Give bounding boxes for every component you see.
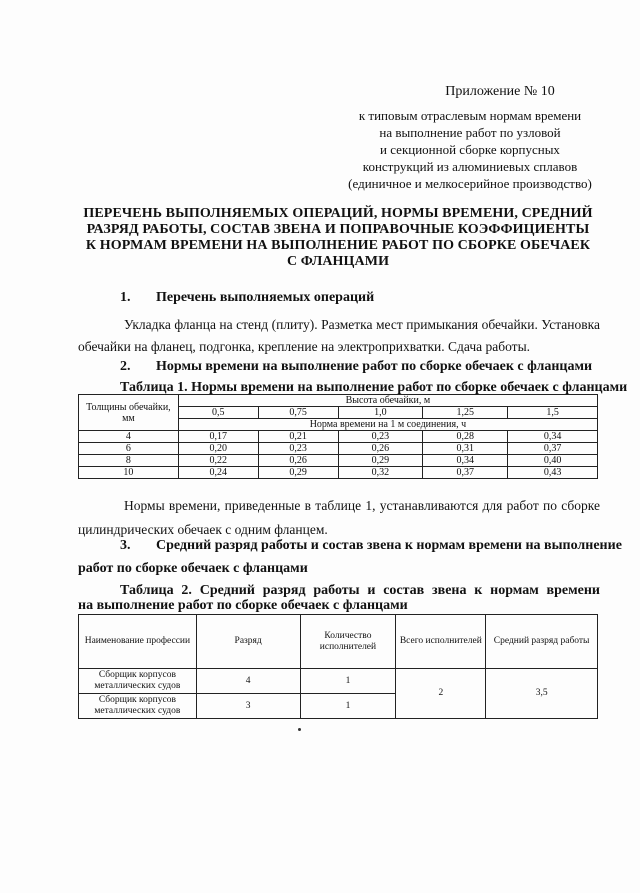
table1-thickness-header: Толщины обечайки, мм bbox=[79, 395, 179, 431]
table1-height-cell: 0,5 bbox=[178, 407, 258, 419]
table1-value-cell: 0,17 bbox=[178, 431, 258, 443]
table2-header-cell: Разряд bbox=[196, 615, 300, 669]
table1-value-cell: 0,22 bbox=[178, 455, 258, 467]
section3-title: Средний разряд работы и состав звена к нормам времени на выполнение bbox=[156, 538, 622, 553]
section3-heading bbox=[120, 538, 622, 554]
table-row bbox=[79, 455, 598, 467]
appendix-subtitle bbox=[340, 107, 600, 192]
subtitle-line: (единичное и мелкосерийное производство) bbox=[348, 176, 592, 191]
table1-value-cell: 0,37 bbox=[508, 443, 598, 455]
table1-height-header: Высота обечайки, м bbox=[178, 395, 597, 407]
table2-header-cell: Средний разряд работы bbox=[486, 615, 598, 669]
table1-header-row bbox=[79, 395, 598, 407]
table1-value-cell: 0,29 bbox=[338, 455, 423, 467]
table1-thickness-cell: 4 bbox=[79, 431, 179, 443]
section3-title-cont: работ по сборке обечаек с фланцами bbox=[78, 561, 308, 576]
table2-header-cell: Количество исполнителей bbox=[300, 615, 396, 669]
section2-title: Нормы времени на выполнение работ по сборке обечаек с фланцами bbox=[156, 359, 593, 374]
table2-count-cell: 1 bbox=[300, 694, 396, 719]
subtitle-line: конструкций из алюминиевых сплавов bbox=[362, 159, 578, 174]
table1-value-cell: 0,34 bbox=[508, 431, 598, 443]
table1-value-cell: 0,31 bbox=[423, 443, 508, 455]
table1-thickness-cell: 6 bbox=[79, 443, 179, 455]
table1-height-cell: 1,0 bbox=[338, 407, 423, 419]
section3-number: 3. bbox=[120, 538, 131, 553]
table1-value-cell: 0,24 bbox=[178, 467, 258, 479]
table1-value-cell: 0,40 bbox=[508, 455, 598, 467]
table1-value-cell: 0,20 bbox=[178, 443, 258, 455]
table1-height-cell: 1,25 bbox=[423, 407, 508, 419]
table1-value-cell: 0,37 bbox=[423, 467, 508, 479]
section1-text: Укладка фланца на стенд (плиту). Разметка мест примыкания обечайки. Установка обечайки на фланец, подгонка, крепление на электроприхватки. Сдача работы. bbox=[78, 317, 600, 354]
appendix-title: Приложение № 10 bbox=[445, 84, 555, 99]
table2-profession-cell: Сборщик корпусов металлических судов bbox=[79, 694, 197, 719]
table1-value-cell: 0,26 bbox=[258, 455, 338, 467]
table1-value-cell: 0,34 bbox=[423, 455, 508, 467]
table2-grade-cell: 4 bbox=[196, 669, 300, 694]
section2-heading bbox=[120, 359, 592, 375]
section1-title: Перечень выполняемых операций bbox=[156, 290, 375, 305]
subtitle-line: и секционной сборке корпусных bbox=[380, 142, 560, 157]
table2-header-cell: Наименование профессии bbox=[79, 615, 197, 669]
table2-total-cell: 2 bbox=[396, 669, 486, 719]
table2-count-cell: 1 bbox=[300, 669, 396, 694]
table1-value-cell: 0,23 bbox=[338, 431, 423, 443]
table1-value-cell: 0,21 bbox=[258, 431, 338, 443]
table2-caption: Таблица 2. Средний разряд работы и состав звена к нормам времени bbox=[120, 583, 600, 598]
table1-value-cell: 0,43 bbox=[508, 467, 598, 479]
title-line: ПЕРЕЧЕНЬ ВЫПОЛНЯЕМЫХ ОПЕРАЦИЙ, НОРМЫ ВРЕМЕНИ, СРЕДНИЙ bbox=[83, 206, 593, 221]
table2-avg-grade-cell: 3,5 bbox=[486, 669, 598, 719]
section1-number: 1. bbox=[120, 290, 131, 305]
table1-value-cell: 0,29 bbox=[258, 467, 338, 479]
table1-value-cell: 0,26 bbox=[338, 443, 423, 455]
table1-value-cell: 0,23 bbox=[258, 443, 338, 455]
table-row bbox=[79, 669, 598, 694]
table1-thickness-cell: 8 bbox=[79, 455, 179, 467]
scan-speck bbox=[298, 728, 301, 731]
table1-thickness-cell: 10 bbox=[79, 467, 179, 479]
table2-header-row bbox=[79, 615, 598, 669]
table-row bbox=[79, 467, 598, 479]
document-title bbox=[78, 206, 598, 270]
title-line: РАЗРЯД РАБОТЫ, СОСТАВ ЗВЕНА И ПОПРАВОЧНЫЕ КОЭФФИЦИЕНТЫ bbox=[86, 222, 590, 237]
table1-value-cell: 0,32 bbox=[338, 467, 423, 479]
table1-norm-header: Норма времени на 1 м соединения, ч bbox=[178, 419, 597, 431]
table1-caption: Таблица 1. Нормы времени на выполнение работ по сборке обечаек с фланцами bbox=[120, 380, 628, 395]
table2-grade-cell: 3 bbox=[196, 694, 300, 719]
table-row bbox=[79, 443, 598, 455]
table1-height-cell: 0,75 bbox=[258, 407, 338, 419]
title-line: С ФЛАНЦАМИ bbox=[286, 254, 390, 269]
table2-profession-cell: Сборщик корпусов металлических судов bbox=[79, 669, 197, 694]
table1 bbox=[78, 394, 598, 479]
table-row bbox=[79, 431, 598, 443]
title-line: К НОРМАМ ВРЕМЕНИ НА ВЫПОЛНЕНИЕ РАБОТ ПО СБОРКЕ ОБЕЧАЕК bbox=[85, 238, 591, 253]
section2-number: 2. bbox=[120, 359, 131, 374]
table2-caption-cont: на выполнение работ по сборке обечаек с фланцами bbox=[78, 598, 408, 613]
table1-height-cell: 1,5 bbox=[508, 407, 598, 419]
section1-heading bbox=[120, 290, 374, 306]
table1-value-cell: 0,28 bbox=[423, 431, 508, 443]
table2-header-cell: Всего исполнителей bbox=[396, 615, 486, 669]
subtitle-line: на выполнение работ по узловой bbox=[379, 125, 561, 140]
table2 bbox=[78, 614, 598, 719]
section2-after-text: Нормы времени, приведенные в таблице 1, устанавливаются для работ по сборке цилиндрических обечаек с одним фланцем. bbox=[78, 498, 600, 537]
subtitle-line: к типовым отраслевым нормам времени bbox=[358, 108, 582, 123]
